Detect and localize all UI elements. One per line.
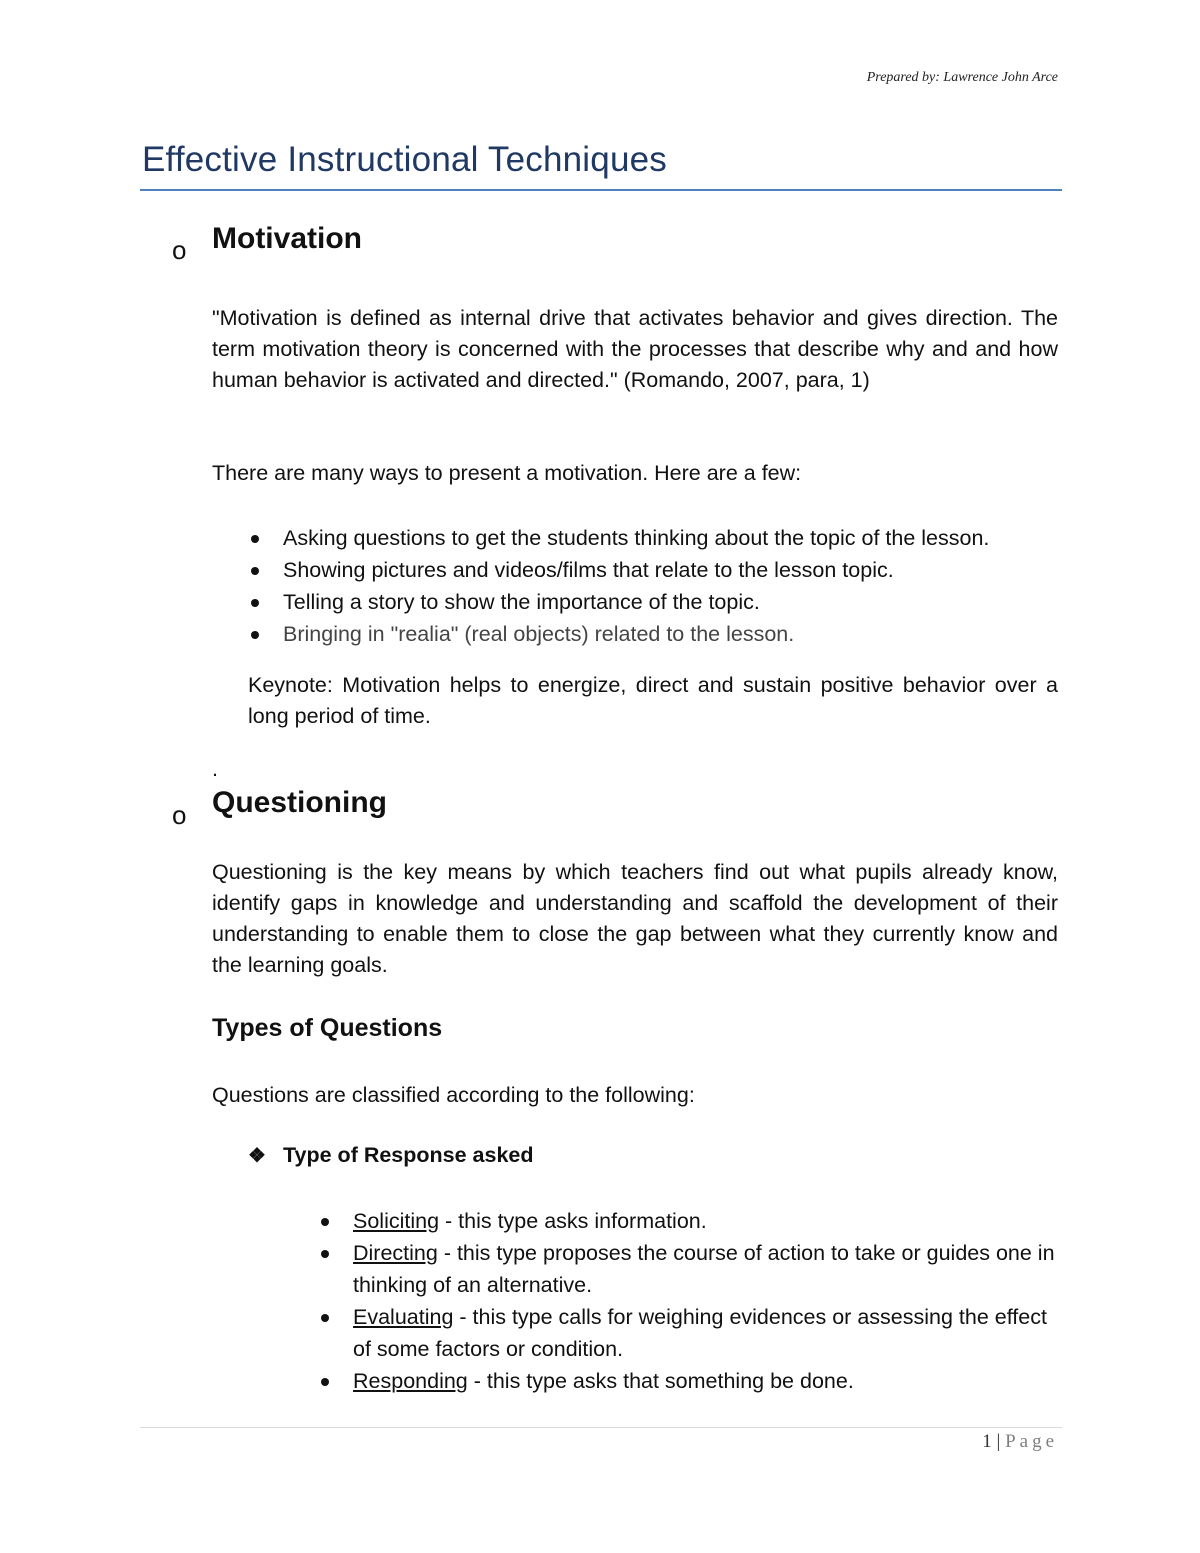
- list-item: Showing pictures and videos/films that relate to the lesson topic.: [248, 554, 1058, 586]
- diamond-bullet-icon: ❖: [248, 1145, 266, 1167]
- bullet-icon: [321, 1218, 329, 1226]
- list-item: Asking questions to get the students thinking about the topic of the lesson.: [248, 522, 1058, 554]
- list-item: Bringing in "realia" (real objects) related to the lesson.: [248, 618, 1058, 650]
- document-title: Effective Instructional Techniques: [142, 140, 667, 179]
- types-of-questions-heading: Types of Questions: [212, 1014, 443, 1042]
- motivation-quote: "Motivation is defined as internal drive that activates behavior and gives direction. The term motivation theory is concerned with the processes that describe why and and how human behavior is activated and directed." (Romando, 2007, para, 1): [212, 306, 1058, 392]
- bullet-icon: [251, 599, 259, 607]
- motivation-intro: There are many ways to present a motivation. Here are a few:: [212, 461, 802, 485]
- page-number: 1: [982, 1431, 992, 1452]
- circle-bullet-icon: o: [172, 235, 187, 265]
- bullet-icon: [321, 1314, 329, 1322]
- questioning-paragraph: Questioning is the key means by which teachers find out what pupils already know, identify gaps in knowledge and understanding and scaffold the development of their understanding to enable them to close the gap between what they currently know and the learning goals.: [212, 860, 1058, 977]
- page-separator: |: [996, 1431, 1001, 1452]
- page-footer: [982, 1431, 1058, 1453]
- bullet-icon: [251, 535, 259, 543]
- list-item: Telling a story to show the importance of the topic.: [248, 586, 1058, 618]
- list-item: Soliciting - this type asks information.: [318, 1205, 1060, 1237]
- motivation-list: [248, 522, 1058, 650]
- footer-divider: [140, 1427, 1062, 1428]
- response-types-list: [318, 1205, 1060, 1397]
- bullet-icon: [321, 1250, 329, 1258]
- bullet-icon: [251, 567, 259, 575]
- bullet-icon: [251, 631, 259, 639]
- stray-period: .: [212, 757, 218, 781]
- title-underline: [140, 189, 1062, 191]
- response-type-heading: ❖ Type of Response asked: [248, 1143, 534, 1167]
- motivation-heading: Motivation: [212, 222, 362, 255]
- motivation-keynote: Keynote: Motivation helps to energize, direct and sustain positive behavior over a long period of time.: [248, 673, 1058, 728]
- circle-bullet-icon: o: [172, 800, 187, 830]
- page-label: Page: [1005, 1431, 1058, 1452]
- list-item: Evaluating - this type calls for weighing evidences or assessing the effect of some factors or condition.: [318, 1301, 1060, 1365]
- types-intro: Questions are classified according to the following:: [212, 1083, 695, 1107]
- prepared-by-header: Prepared by: Lawrence John Arce: [866, 70, 1058, 85]
- bullet-icon: [321, 1378, 329, 1386]
- questioning-heading: Questioning: [212, 786, 387, 819]
- list-item: Directing - this type proposes the course of action to take or guides one in thinking of an alternative.: [318, 1237, 1060, 1301]
- list-item: Responding - this type asks that something be done.: [318, 1365, 1060, 1397]
